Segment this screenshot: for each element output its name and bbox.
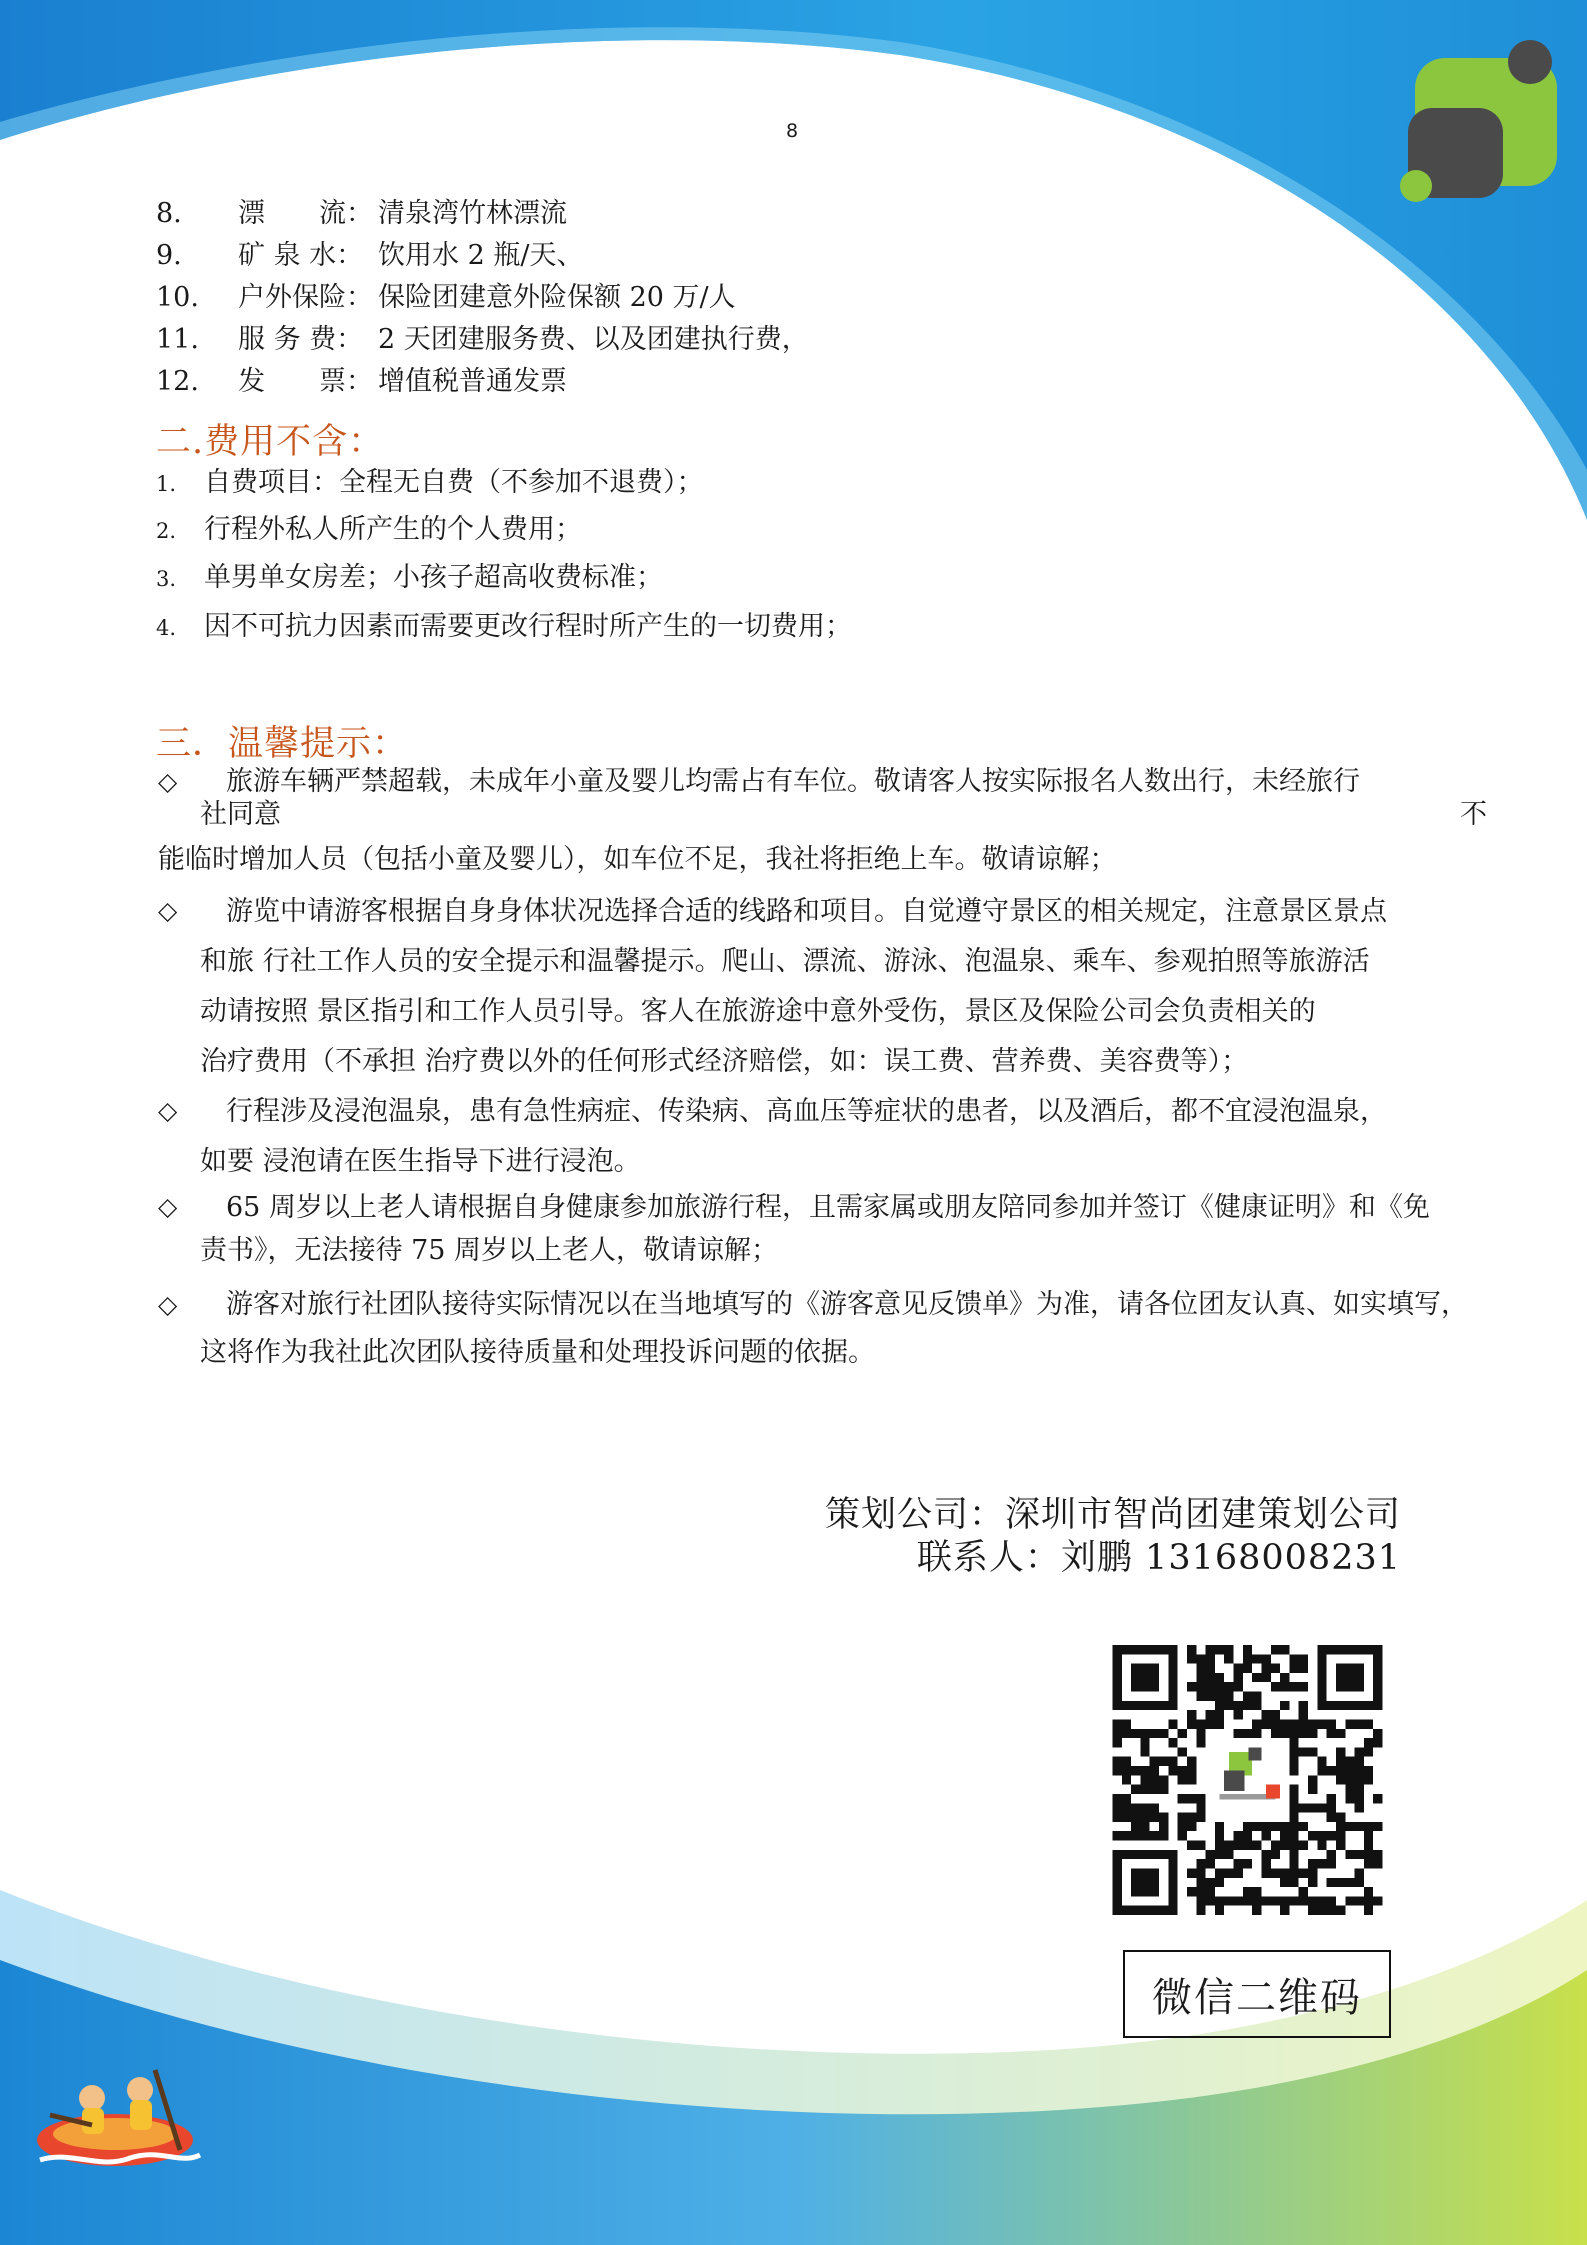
tip-text: 能临时增加人员（包括小童及婴儿），如车位不足，我社将拒绝上车。敬请谅解；	[158, 844, 1117, 875]
item-text: 单男单女房差；小孩子超高收费标准；	[204, 562, 663, 593]
tip-text: 责书》，无法接待 75 周岁以上老人，敬请谅解；	[200, 1235, 779, 1266]
tip-text: 社同意	[200, 799, 281, 830]
item-label: 发 票：	[238, 366, 373, 397]
item-number: 2.	[156, 519, 177, 543]
diamond-bullet-icon: ◇	[158, 1096, 178, 1125]
item-number: 9.	[156, 240, 182, 271]
item-value: 增值税普通发票	[378, 366, 567, 397]
contact-person: 联系人：刘鹏 13168008231	[916, 1538, 1401, 1578]
tip-text: 这将作为我社此次团队接待质量和处理投诉问题的依据。	[200, 1337, 875, 1368]
item-text: 行程外私人所产生的个人费用；	[204, 514, 582, 545]
list-item	[156, 607, 852, 648]
item-label: 服 务 费：	[238, 324, 364, 355]
tip-text: 游客对旅行社团队接待实际情况以在当地填写的《游客意见反馈单》为准，请各位团友认真、如实填写，	[226, 1289, 1468, 1320]
tip-text: 游览中请游客根据自身身体状况选择合适的线路和项目。自觉遵守景区的相关规定，注意景区景点	[226, 896, 1387, 927]
section-heading-tips: 三．温馨提示：	[156, 724, 409, 764]
item-text: 因不可抗力因素而需要更改行程时所产生的一切费用；	[204, 611, 852, 642]
tip-text: 治疗费用（不承担 治疗费以外的任何形式经济赔偿，如：误工费、营养费、美容费等）；	[200, 1046, 1249, 1077]
item-value: 饮用水 2 瓶/天、	[378, 240, 584, 271]
section-heading-excluded: 二.费用不含：	[156, 422, 385, 462]
list-item	[156, 558, 663, 599]
diamond-bullet-icon: ◇	[158, 896, 178, 925]
qr-caption: 微信二维码	[1123, 1950, 1391, 2038]
tip-text: 如要 浸泡请在医生指导下进行浸泡。	[200, 1146, 641, 1177]
item-number: 11.	[156, 324, 199, 355]
item-number: 4.	[156, 616, 177, 640]
diamond-bullet-icon: ◇	[158, 1192, 178, 1221]
tip-text: 和旅 行社工作人员的安全提示和温馨提示。爬山、漂流、游泳、泡温泉、乘车、参观拍照等旅游活	[200, 946, 1370, 977]
tip-text: 动请按照 景区指引和工作人员引导。客人在旅游途中意外受伤，景区及保险公司会负责相关的	[200, 996, 1316, 1027]
item-label: 漂 流：	[238, 198, 373, 229]
item-value: 2 天团建服务费、以及团建执行费，	[378, 324, 809, 355]
list-item	[156, 510, 582, 551]
item-number: 1.	[156, 472, 177, 496]
tip-text: 不	[1460, 799, 1487, 830]
item-number: 10.	[156, 282, 199, 313]
page-number: 8	[786, 120, 799, 142]
item-label: 户外保险：	[238, 282, 373, 313]
diamond-bullet-icon: ◇	[158, 767, 178, 796]
item-label: 矿 泉 水：	[238, 240, 364, 271]
item-text: 自费项目：全程无自费（不参加不退费）；	[204, 467, 704, 498]
planning-company: 策划公司：深圳市智尚团建策划公司	[824, 1495, 1401, 1535]
tip-text: 行程涉及浸泡温泉，患有急性病症、传染病、高血压等症状的患者，以及酒后，都不宜浸泡温泉，	[226, 1096, 1387, 1127]
item-value: 清泉湾竹林漂流	[378, 198, 567, 229]
item-value: 保险团建意外险保额 20 万/人	[378, 282, 736, 313]
item-number: 8.	[156, 198, 182, 229]
tip-text: 旅游车辆严禁超载，未成年小童及婴儿均需占有车位。敬请客人按实际报名人数出行，未经旅行	[226, 766, 1360, 797]
diamond-bullet-icon: ◇	[158, 1290, 178, 1319]
item-number: 12.	[156, 366, 199, 397]
item-number: 3.	[156, 567, 177, 591]
tip-text: 65 周岁以上老人请根据自身健康参加旅游行程，且需家属或朋友陪同参加并签订《健康证明》和《免	[226, 1192, 1430, 1223]
wechat-qr-code-icon	[1110, 1645, 1385, 1915]
list-item	[156, 463, 704, 504]
